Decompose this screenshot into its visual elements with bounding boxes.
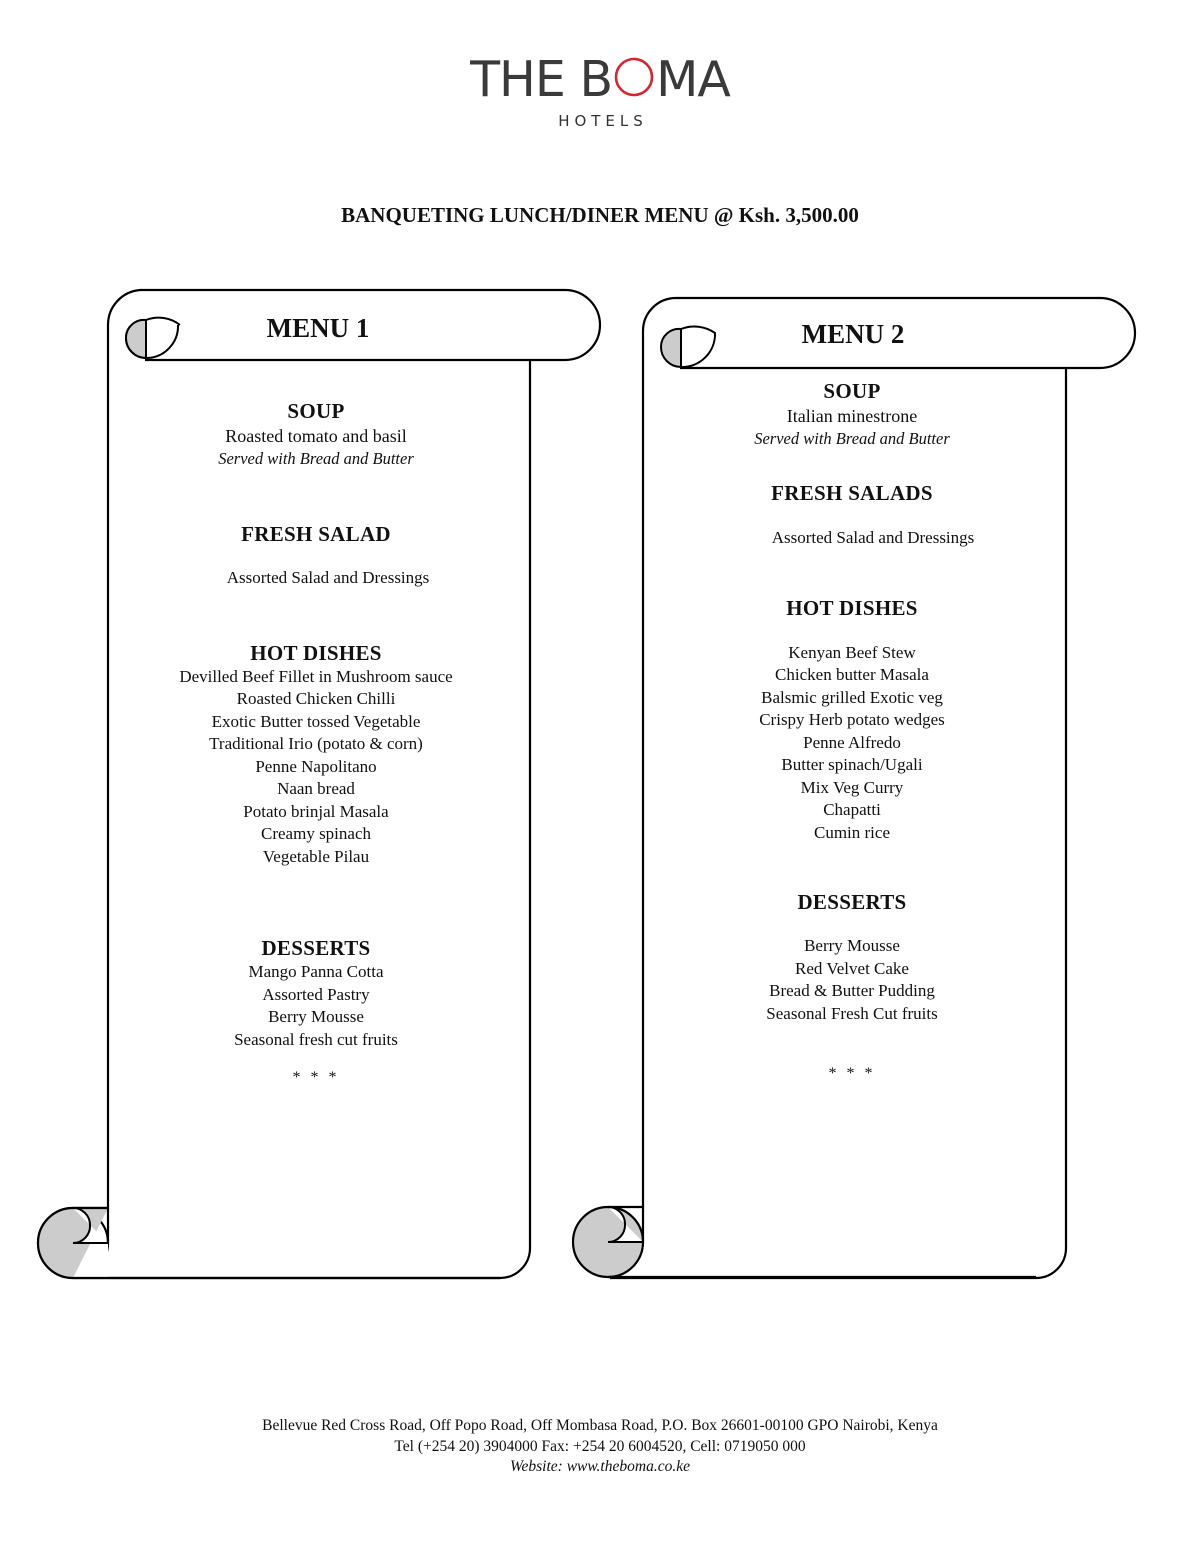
menu2-dessert-heading: DESSERTS (797, 890, 907, 914)
menu1-soup-item: Roasted tomato and basil (225, 426, 407, 446)
footer-phones: Tel (+254 20) 3904000 Fax: +254 20 6004520, Cell: 0719050 000 (394, 1437, 806, 1455)
menu2-end-stars: * * * (828, 1065, 876, 1082)
logo-text-end: MA (656, 51, 730, 108)
menu1-title: MENU 1 (266, 313, 370, 343)
menu2-title: MENU 2 (801, 319, 905, 349)
menu1-soup-note: Served with Bread and Butter (218, 449, 414, 468)
list-item: Devilled Beef Fillet in Mushroom sauce (179, 666, 453, 686)
list-item: Chapatti (823, 800, 881, 819)
menu1-soup-heading: SOUP (287, 399, 345, 423)
list-item: Seasonal fresh cut fruits (234, 1029, 398, 1049)
list-item: Balsmic grilled Exotic veg (761, 687, 943, 707)
list-item: Cumin rice (813, 822, 890, 842)
list-item: Roasted Chicken Chilli (236, 689, 396, 708)
list-item: Mango Panna Cotta (248, 962, 384, 981)
menu2-soup-heading: SOUP (823, 379, 881, 403)
logo-text-start: THE B (470, 51, 613, 108)
footer-address: Bellevue Red Cross Road, Off Popo Road, Off Mombasa Road, P.O. Box 26601-00100 GPO Nairobi, Kenya (262, 1417, 938, 1434)
list-item: Seasonal Fresh Cut fruits (766, 1003, 938, 1023)
footer (0, 1416, 1200, 1478)
menu2-salad-heading: FRESH SALADS (771, 481, 933, 505)
menu2-dessert-list (642, 935, 1062, 1025)
list-item: Chicken butter Masala (775, 665, 929, 684)
menu1-salad-item: Assorted Salad and Dressings (226, 568, 430, 587)
list-item: Potato brinjal Masala (243, 801, 389, 821)
menu2-soup-note: Served with Bread and Butter (754, 429, 950, 448)
list-item: Penne Napolitano (255, 756, 377, 776)
list-item: Red Velvet Cake (795, 958, 909, 978)
list-item: Vegetable Pilau (262, 846, 370, 866)
menu1-dessert-heading: DESSERTS (261, 936, 371, 960)
list-item: Exotic Butter tossed Vegetable (211, 711, 421, 731)
menu2-soup-item: Italian minestrone (786, 406, 918, 426)
list-item: Penne Alfredo (803, 732, 901, 752)
menu2-column (642, 378, 1062, 1083)
menu1-hot-heading: HOT DISHES (250, 640, 382, 665)
list-item: Crispy Herb potato wedges (759, 710, 945, 729)
menu2-hot-heading: HOT DISHES (786, 595, 918, 620)
menu1-end-stars: * * * (292, 1069, 340, 1086)
logo-subtitle: HOTELS (558, 112, 648, 130)
list-item: Bread & Butter Pudding (769, 981, 935, 1000)
menu2-salad-item: Assorted Salad and Dressings (771, 528, 975, 547)
list-item: Traditional Irio (potato & corn) (209, 734, 423, 753)
menu-banner-title: BANQUETING LUNCH/DINER MENU @ Ksh. 3,500.00 (341, 203, 859, 227)
footer-website-link[interactable]: Website: www.theboma.co.ke (510, 1458, 690, 1475)
list-item: Berry Mousse (804, 936, 900, 955)
list-item: Creamy spinach (261, 824, 371, 843)
list-item: Kenyan Beef Stew (788, 642, 916, 662)
menu1-hot-list (106, 666, 526, 869)
menu2-hot-list (642, 642, 1062, 845)
list-item: Assorted Pastry (262, 984, 370, 1004)
menu1-salad-heading: FRESH SALAD (241, 522, 391, 546)
list-item: Berry Mousse (268, 1007, 364, 1026)
list-item: Butter spinach/Ugali (781, 755, 923, 774)
list-item: Naan bread (277, 779, 355, 798)
menu1-dessert-list (106, 961, 526, 1051)
list-item: Mix Veg Curry (800, 777, 904, 797)
menu1-column (106, 398, 526, 1087)
